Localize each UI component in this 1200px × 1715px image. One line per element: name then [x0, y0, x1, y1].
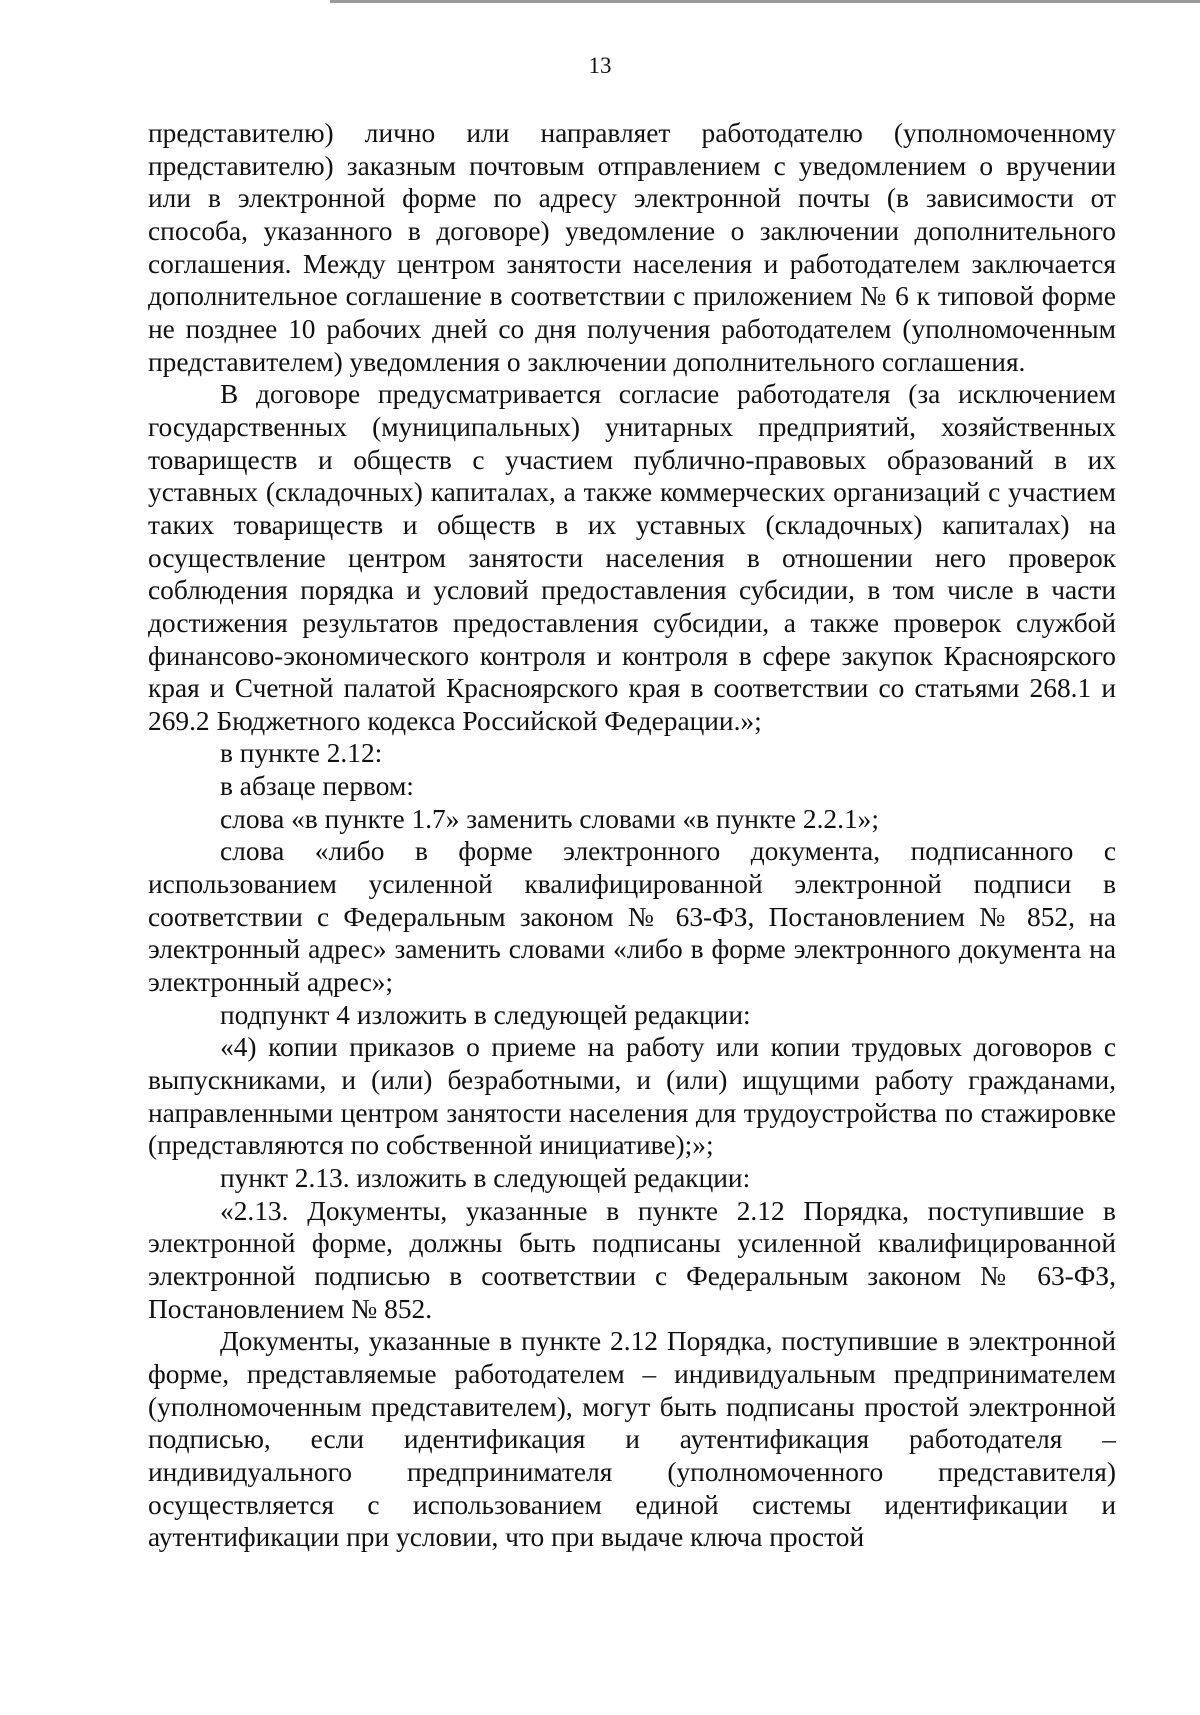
page-number: 13: [588, 53, 612, 78]
paragraph: в абзаце первом:: [220, 771, 414, 802]
paragraph: пункт 2.13. изложить в следующей редакции:: [220, 1163, 751, 1193]
document-body: [148, 117, 1116, 1554]
paragraph: В договоре предусматривается согласие работодателя (за исключением государственных (муниципальных) унитарных предприятий, хозяйственных товариществ и обществ с участием публично-правовых образований в их уставных (складочных) капиталах, а также коммерческих организаций с участием таких товариществ и обществ в их уставных (складочных) капиталах) на осуществление центром занятости населения в отношении него проверок соблюдения порядка и условий предоставления субсидии, в том числе в части достижения результатов предоставления субсидии, а также проверок службой финансово-экономического контроля и контроля в сфере закупок Красноярского края и Счетной палатой Красноярского края в соответствии со статьями 268.1 и 269.2 Бюджетного кодекса Российской Федерации.»;: [148, 379, 1116, 736]
paragraph: Документы, указанные в пункте 2.12 Порядка, поступившие в электронной форме, представляемые работодателем – индивидуальным предпринимателем (уполномоченным представителем), могут быть подписаны простой электронной подписью, если идентификация и аутентификация работодателя – индивидуального предпринимателя (уполномоченного представителя) осуществляется с использованием единой системы идентификации и аутентификации при условии, что при выдаче ключа простой: [148, 1326, 1116, 1553]
paragraph: слова «либо в форме электронного документа, подписанного с использованием усиленной квалифицированной электронной подписи в соответствии с Федеральным законом № 63-ФЗ, Постановлением № 852, на электронный адрес» заменить словами «либо в форме электронного документа на электронный адрес»;: [148, 836, 1116, 998]
paragraph: в пункте 2.12:: [220, 738, 383, 769]
scan-top-edge: [330, 0, 1200, 3]
paragraph: «4) копии приказов о приеме на работу или копии трудовых договоров с выпускниками, и (или) безработными, и (или) ищущими работу гражданами, направленными центром занятости населения для трудоустройства по стажировке (представляются по собственной инициативе);»;: [148, 1032, 1116, 1161]
paragraph: слова «в пункте 1.7» заменить словами «в пункте 2.2.1»;: [220, 803, 879, 834]
paragraph: подпункт 4 изложить в следующей редакции:: [220, 999, 751, 1030]
paragraph: представителю) лично или направляет работодателю (уполномоченному представителю) заказным почтовым отправлением с уведомлением о вручении или в электронной форме по адресу электронной почты (в зависимости от способа, указанного в договоре) уведомление о заключении дополнительного соглашения. Между центром занятости населения и работодателем заключается дополнительное соглашение в соответствии с приложением № 6 к типовой форме не позднее 10 рабочих дней со дня получения работодателем (уполномоченным представителем) уведомления о заключении дополнительного соглашения.: [148, 118, 1116, 377]
paragraph: «2.13. Документы, указанные в пункте 2.12 Порядка, поступившие в электронной форме, должны быть подписаны усиленной квалифицированной электронной подписью в соответствии с Федеральным законом № 63-ФЗ, Постановлением № 852.: [148, 1195, 1116, 1324]
